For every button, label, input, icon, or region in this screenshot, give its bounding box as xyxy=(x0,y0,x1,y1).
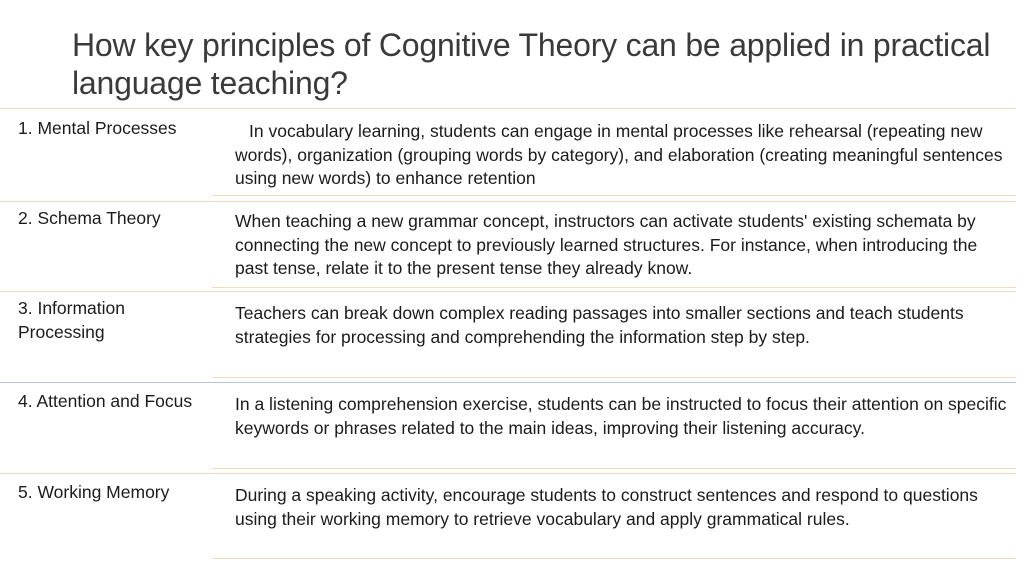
row-5-top-rule xyxy=(0,473,1016,474)
row-4-top-rule xyxy=(0,382,1016,383)
row-term: 2. Schema Theory xyxy=(18,208,161,228)
row-3-bottom-rule xyxy=(212,377,1016,378)
row-description: Teachers can break down complex reading passages into smaller sections and teach students strategies for processing and comprehending the information step by step. xyxy=(235,303,964,347)
row-5-bottom-rule xyxy=(212,558,1016,559)
row-4-bottom-rule xyxy=(212,468,1016,469)
row-term: 3. Information Processing xyxy=(18,298,125,342)
table-top-rule xyxy=(0,108,1016,109)
row-description: In a listening comprehension exercise, students can be instructed to focus their attention on specific keywords or phrases related to the main ideas, improving their listening accuracy. xyxy=(235,394,1007,438)
slide-title: How key principles of Cognitive Theory can be applied in practical language teaching? xyxy=(72,27,991,101)
row-3-top-rule xyxy=(0,291,1016,292)
row-description: In vocabulary learning, students can engage in mental processes like rehearsal (repeating new words), organization (grouping words by category), and elaboration (creating meaningful sentences using new words) to enhance retention xyxy=(235,121,1003,188)
row-2-bottom-rule xyxy=(212,287,1016,288)
row-2-top-rule xyxy=(0,201,1016,202)
row-term: 5. Working Memory xyxy=(18,482,170,502)
row-description: During a speaking activity, encourage students to construct sentences and respond to questions using their working memory to retrieve vocabulary and apply grammatical rules. xyxy=(235,485,978,529)
row-term: 4. Attention and Focus xyxy=(18,391,193,411)
row-description: When teaching a new grammar concept, instructors can activate students' existing schemata by connecting the new concept to previously learned structures. For instance, when introducing the past tense, relate it to the present tense they already know. xyxy=(235,211,978,278)
row-1-bottom-rule xyxy=(212,195,1016,196)
row-term: 1. Mental Processes xyxy=(18,118,177,138)
